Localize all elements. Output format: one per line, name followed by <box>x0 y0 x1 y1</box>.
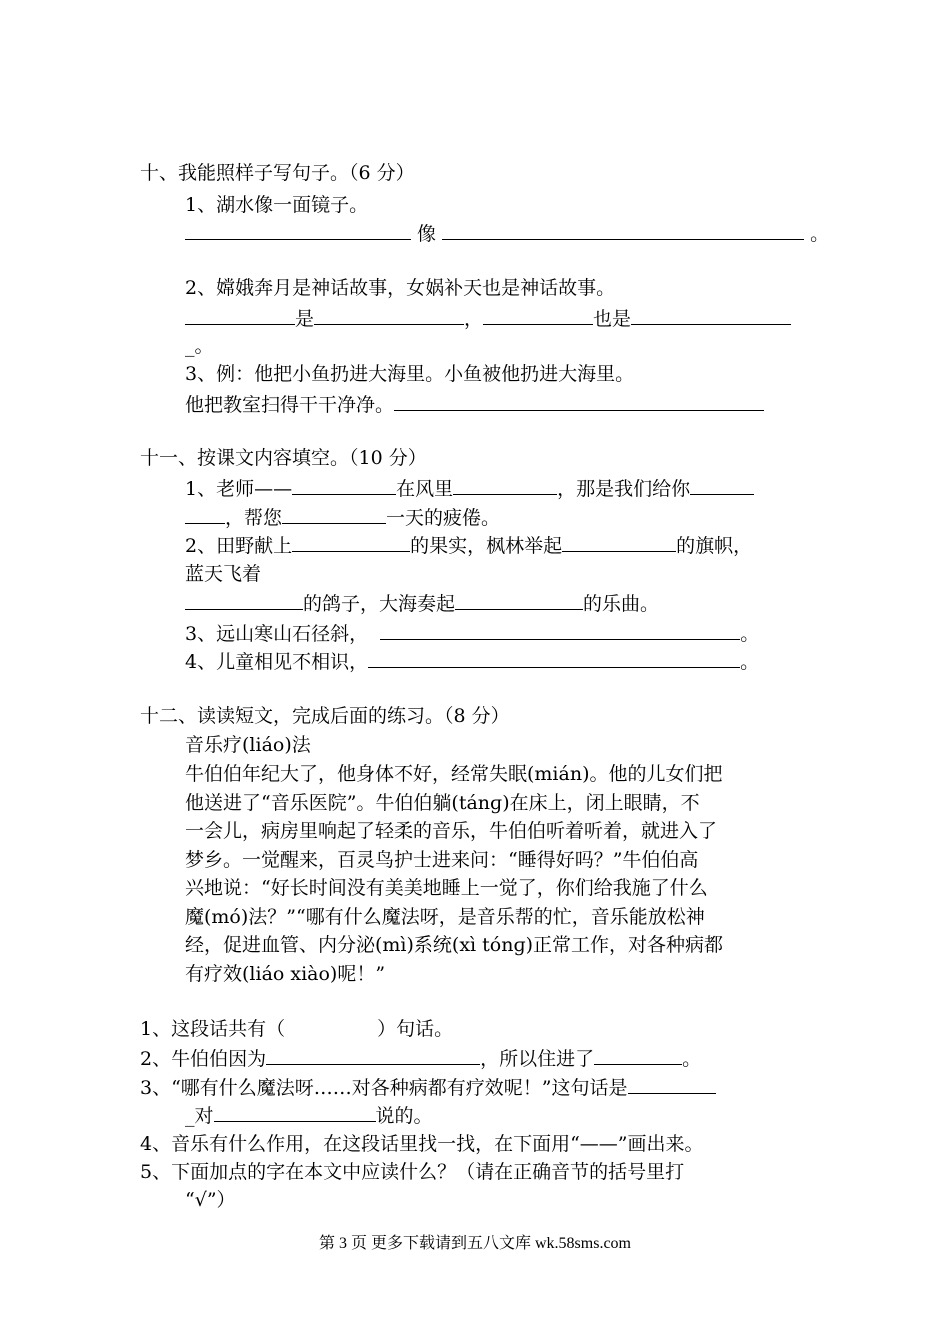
blank-line[interactable] <box>380 621 740 640</box>
blank-line[interactable] <box>368 649 740 668</box>
blank-line[interactable] <box>292 476 396 495</box>
passage-line: 有疗效(liáo xiào)呢！” <box>185 963 386 985</box>
s11-line-5: 的鸽子，大海奏起 的乐曲。 <box>185 591 659 617</box>
blank-line[interactable] <box>628 1075 716 1094</box>
passage-line: 牛伯伯年纪大了，他身体不好，经常失眠(mián)。他的儿女们把 <box>185 763 723 785</box>
s10-q2-end: _。 <box>185 335 214 357</box>
s12-q1: 1、这段话共有（ ）句话。 <box>140 1018 454 1040</box>
passage-line: 一会儿，病房里响起了轻柔的音乐，牛伯伯听着听着，就进入了 <box>185 820 718 842</box>
blank-line[interactable] <box>314 306 464 325</box>
blank-line[interactable] <box>483 306 593 325</box>
passage-line: 魔(mó)法？”“哪有什么魔法呀，是音乐帮的忙，音乐能放松神 <box>185 906 705 928</box>
s12-q2: 2、牛伯伯因为 ，所以住进了 。 <box>140 1048 702 1070</box>
s10-q3-answer-line: 他把教室扫得干干净净。 <box>185 392 764 418</box>
s10-q3: 3、例：他把小鱼扔进大海里。小鱼被他扔进大海里。 <box>185 363 635 385</box>
passage-line: 兴地说：“好长时间没有美美地睡上一觉了，你们给我施了什么 <box>185 877 708 899</box>
s11-line-3: 2、田野献上 的果实，枫林举起 的旗帜， <box>185 535 753 557</box>
s10-q1-answer-line: 像 。 <box>185 221 829 247</box>
like-word: 像 <box>417 223 437 245</box>
section-12-title: 十二、读读短文，完成后面的练习。（8 分） <box>140 705 510 727</box>
s12-q5: 5、下面加点的字在本文中应读什么？（请在正确音节的括号里打 <box>140 1161 685 1183</box>
s11-line-4: 蓝天飞着 <box>185 563 262 585</box>
section-11-title: 十一、按课文内容填空。（10 分） <box>140 447 427 469</box>
page-footer: 第 3 页 更多下载请到五八文库 wk.58sms.com <box>318 1235 631 1252</box>
passage-line: 经，促进血管、内分泌(mì)系统(xì tónɡ)正常工作，对各种病都 <box>185 934 724 956</box>
section-10-title: 十、我能照样子写句子。（6 分） <box>140 162 415 184</box>
blank-line[interactable] <box>594 1046 682 1065</box>
s11-line-6: 3、远山寒山石径斜， 。 <box>185 623 760 645</box>
blank-line[interactable] <box>455 591 583 610</box>
s10-q2-answer-line: 是 ， 也是 <box>185 306 791 332</box>
blank-line[interactable] <box>185 505 225 524</box>
blank-line[interactable] <box>185 591 303 610</box>
blank-line[interactable] <box>266 1046 480 1065</box>
blank-line[interactable] <box>690 476 754 495</box>
passage-line: 他送进了“音乐医院”。牛伯伯躺(tánɡ)在床上，闭上眼睛，不 <box>185 792 700 814</box>
s11-line-1: 1、老师—— 在风里 ，那是我们给你 <box>185 476 754 502</box>
blank-line[interactable] <box>394 392 764 411</box>
blank-line[interactable] <box>282 505 386 524</box>
s12-q3: 3、“哪有什么魔法呀……对各种病都有疗效呢！”这句话是 <box>140 1075 716 1101</box>
s12-q5-cont: “√”） <box>185 1189 236 1211</box>
blank-line[interactable] <box>453 476 557 495</box>
s11-line-7: 4、儿童相见不相识， 。 <box>185 651 760 673</box>
s10-q1: 1、湖水像一面镜子。 <box>185 194 369 216</box>
blank-line[interactable] <box>442 221 804 240</box>
blank-line[interactable] <box>185 306 295 325</box>
blank-line[interactable] <box>631 306 791 325</box>
passage-line: 梦乡。一觉醒来，百灵鸟护士进来问：“睡得好吗？”牛伯伯高 <box>185 849 699 871</box>
s12-q3-cont: _对 说的。 <box>185 1105 433 1127</box>
blank-line[interactable] <box>214 1103 376 1122</box>
blank-line[interactable] <box>185 221 411 240</box>
s12-q4: 4、音乐有什么作用，在这段话里找一找，在下面用“——”画出来。 <box>140 1133 704 1155</box>
passage-title: 音乐疗(liáo)法 <box>185 734 311 756</box>
s11-line-2: ，帮您 一天的疲倦。 <box>185 505 500 531</box>
blank-line[interactable] <box>562 533 676 552</box>
s10-q2: 2、嫦娥奔月是神话故事，女娲补天也是神话故事。 <box>185 277 616 299</box>
blank-line[interactable] <box>292 533 410 552</box>
